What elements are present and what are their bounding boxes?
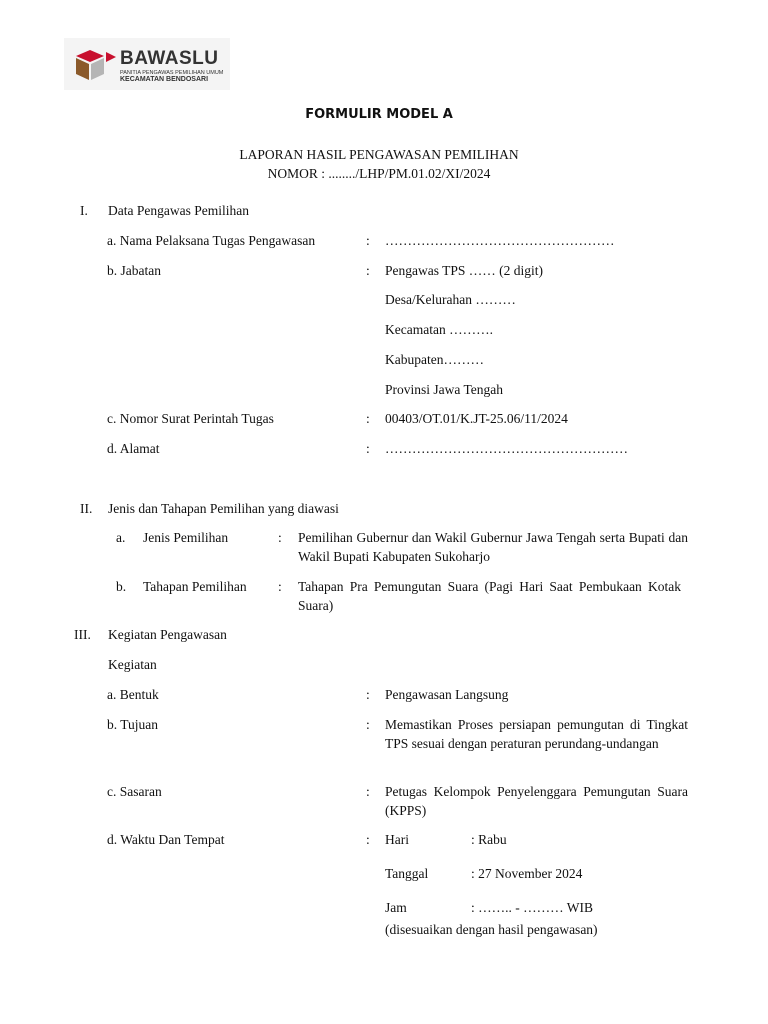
- field-value-nomor-surat: 00403/OT.01/K.JT-25.06/11/2024: [385, 411, 568, 426]
- note-text: (disesuaikan dengan hasil pengawasan): [385, 922, 598, 937]
- colon: :: [278, 530, 282, 545]
- colon: :: [366, 784, 370, 799]
- report-title: LAPORAN HASIL PENGAWASAN PEMILIHAN: [239, 147, 519, 162]
- field-label-tujuan: b. Tujuan: [107, 717, 159, 732]
- logo-district: KECAMATAN BENDOSARI: [120, 76, 209, 83]
- colon: :: [278, 579, 282, 594]
- colon: :: [366, 233, 370, 248]
- field-label-sasaran: c. Sasaran: [107, 784, 162, 799]
- report-number: NOMOR : ......../LHP/PM.01.02/XI/2024: [267, 166, 491, 181]
- bawaslu-logo-icon: [76, 48, 118, 82]
- colon: :: [366, 832, 370, 847]
- section3-title: Kegiatan Pengawasan: [108, 627, 227, 642]
- colon: :: [366, 687, 370, 702]
- field-value-jam: : …….. - ……… WIB: [471, 900, 593, 915]
- field-value-tanggal: : 27 November 2024: [471, 866, 583, 881]
- field-label-tahapan-pemilihan: Tahapan Pemilihan: [143, 579, 247, 594]
- colon: :: [366, 441, 370, 456]
- section3-number: III.: [74, 627, 91, 642]
- colon: :: [366, 263, 370, 278]
- logo-subtitle: PANITIA PENGAWAS PEMILIHAN UMUM: [120, 70, 224, 76]
- colon: :: [366, 411, 370, 426]
- field-label-nomor-surat: c. Nomor Surat Perintah Tugas: [107, 411, 274, 426]
- field-label-waktu-tempat: d. Waktu Dan Tempat: [107, 832, 225, 847]
- field-value-jabatan-tps: Pengawas TPS …… (2 digit): [385, 263, 543, 278]
- field-value-sasaran: Petugas Kelompok Penyelenggara Pemungutan Suara (KPPS): [385, 784, 688, 818]
- field-value-jabatan-kabupaten: Kabupaten………: [385, 352, 484, 367]
- field-value-jenis-pemilihan: Pemilihan Gubernur dan Wakil Gubernur Jawa Tengah serta Bupati dan Wakil Bupati Kabupaten Sukoharjo: [298, 530, 688, 564]
- field-value-bentuk: Pengawasan Langsung: [385, 687, 509, 702]
- item-letter: b.: [116, 579, 127, 594]
- field-value-hari: : Rabu: [471, 832, 507, 847]
- field-value-tujuan: Memastikan Proses persiapan pemungutan di Tingkat TPS sesuai dengan peraturan perundang-undangan: [385, 717, 688, 751]
- field-label-tanggal: Tanggal: [385, 866, 429, 881]
- field-label-alamat: d. Alamat: [107, 441, 160, 456]
- logo-name: BAWASLU: [120, 48, 219, 69]
- section2-title: Jenis dan Tahapan Pemilihan yang diawasi: [108, 501, 339, 516]
- field-label-jabatan: b. Jabatan: [107, 263, 161, 278]
- kegiatan-heading: Kegiatan: [108, 657, 157, 672]
- field-value-nama: ……………………………………………: [385, 233, 615, 248]
- field-value-jabatan-provinsi: Provinsi Jawa Tengah: [385, 382, 504, 397]
- form-title: FORMULIR MODEL A: [305, 107, 453, 122]
- field-label-hari: Hari: [385, 832, 409, 847]
- field-label-jam: Jam: [385, 900, 407, 915]
- colon: :: [366, 717, 370, 732]
- field-value-jabatan-desa: Desa/Kelurahan ………: [385, 292, 516, 307]
- field-value-jabatan-kecamatan: Kecamatan ……….: [385, 322, 493, 337]
- field-value-tahapan-pemilihan: Tahapan Pra Pemungutan Suara (Pagi Hari Saat Pembukaan Kotak Suara): [298, 579, 681, 613]
- section1-title: Data Pengawas Pemilihan: [108, 203, 249, 218]
- field-label-nama: a. Nama Pelaksana Tugas Pengawasan: [107, 233, 316, 248]
- field-label-jenis-pemilihan: Jenis Pemilihan: [143, 530, 229, 545]
- item-letter: a.: [116, 530, 126, 545]
- section1-number: I.: [80, 203, 88, 218]
- section2-number: II.: [80, 501, 93, 516]
- field-value-alamat: ………………………………………………: [385, 441, 628, 456]
- field-label-bentuk: a. Bentuk: [107, 687, 159, 702]
